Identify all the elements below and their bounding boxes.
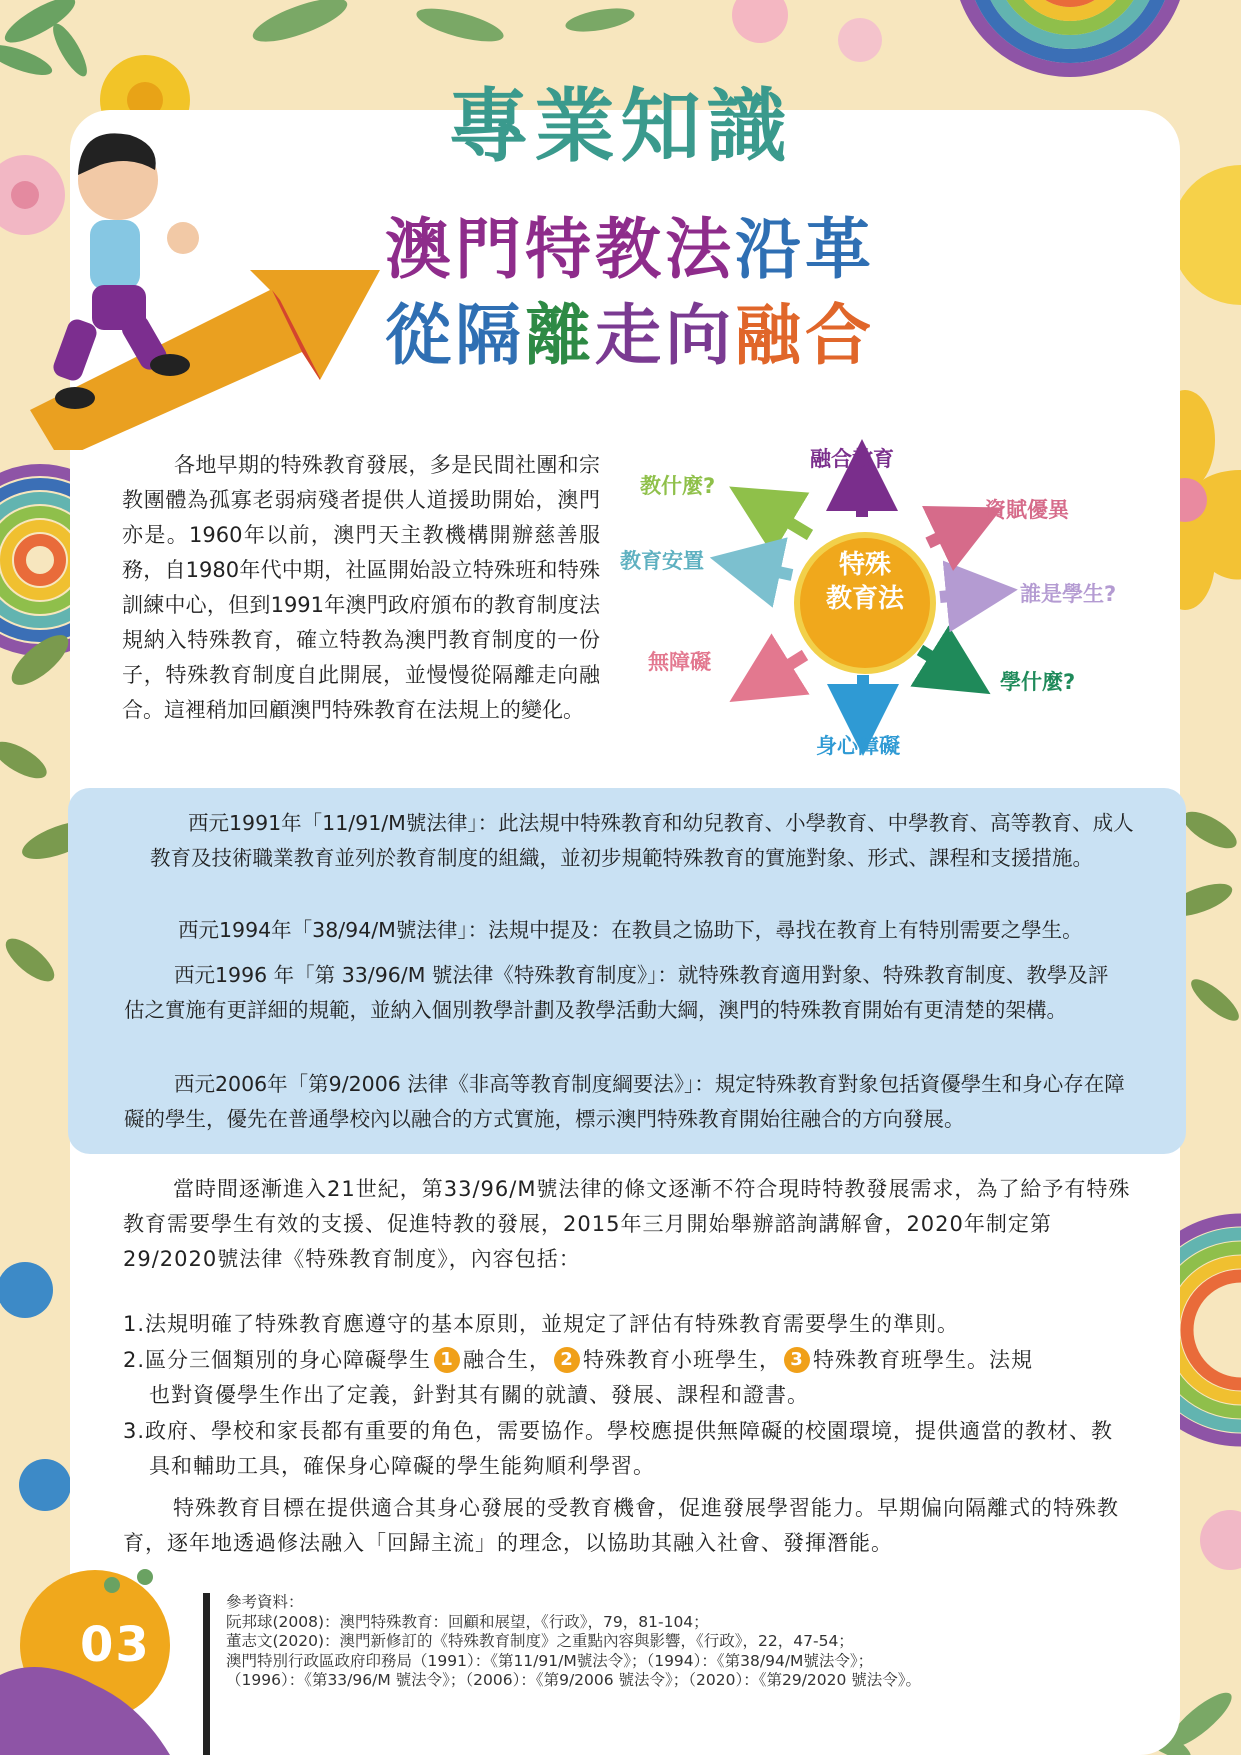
headline-char: 沿 — [735, 211, 805, 288]
list-item-2-line-1 — [123, 1343, 1143, 1378]
law-1991 — [150, 806, 1142, 876]
headline-char: 特 — [525, 211, 595, 288]
law-1994 — [178, 913, 1148, 948]
headline-char: 向 — [665, 297, 735, 374]
diagram-label-bottom-left: 無障礙 — [648, 650, 711, 674]
diagram-center-line-2: 教育法 — [825, 584, 904, 614]
reference-item: 澳門特別行政區政府印務局（1991）：《第11/91/M號法令》；（1994）：《第38/94/M號法令》； — [226, 1651, 874, 1670]
body-paragraph-1-text: 當時間逐漸進入21世紀，第33/96/M號法律的條文逐漸不符合現時特教發展需求，為了給予有特殊教育需要學生有效的支援、促進特教的發展，2015年三月開始舉辦諮詢講解會，2020年制定第29/2020號法律《特殊教育制度》，內容包括： — [123, 1177, 1131, 1271]
law-2006 — [124, 1067, 1144, 1137]
headline-char: 教 — [595, 211, 665, 288]
diagram-label-right: 誰是學生? — [1020, 582, 1117, 606]
intro-text: 各地早期的特殊教育發展，多是民間社團和宗教團體為孤寡老弱病殘者提供人道援助開始，澳門亦是。1960年以前，澳門天主教機構開辦慈善服務，自1980年代中期，社區開始設立特殊班和特殊訓練中心，但到1991年澳門政府頒布的教育制度法規納入特殊教育，確立特教為澳門教育制度的一份子，特殊教育制度自此開展，並慢慢從隔離走向融合。這裡稍加回顧澳門特殊教育在法規上的變化。 — [122, 453, 600, 722]
number-badge-2: 2 — [554, 1347, 580, 1373]
boy-on-arrow-illustration — [20, 120, 400, 450]
section-title: 專業知識 — [448, 80, 793, 173]
list-item-2 — [123, 1343, 1143, 1413]
references — [226, 1593, 921, 1691]
law-2006-text: 西元2006年「第9/2006 法律《非高等教育制度綱要法》」：規定特殊教育對象包括資優學生和身心存在障礙的學生，優先在普通學校內以融合的方式實施，標示澳門特殊教育開始往融合的方向發展。 — [124, 1072, 1125, 1131]
law-1991-text: 西元1991年「11/91/M號法律」：此法規中特殊教育和幼兒教育、小學教育、中學教育、高等教育、成人教育及技術職業教育並列於教育制度的組織，並初步規範特殊教育的實施對象、形式、課程和支援措施。 — [150, 811, 1134, 870]
list-item-2-c: 特殊教育班學生。法規 — [813, 1348, 1034, 1372]
headline-line-2 — [385, 282, 875, 377]
headline-char: 離 — [525, 297, 595, 374]
law-1996 — [124, 958, 1124, 1028]
headline-char: 革 — [805, 211, 875, 288]
references-divider — [203, 1593, 210, 1755]
number-badge-3: 3 — [784, 1347, 810, 1373]
references-title: 參考資料： — [226, 1593, 304, 1611]
headline-char: 融 — [735, 297, 805, 374]
headline-char: 隔 — [455, 297, 525, 374]
diagram-label-bottom-right: 學什麼? — [1000, 670, 1076, 694]
reference-item: （1996）：《第33/96/M 號法令》；（2006）：《第9/2006 號法令》；（2020）：《第29/2020 號法令》。 — [226, 1671, 922, 1689]
diagram-label-bottom: 身心障礙 — [816, 734, 900, 758]
headline-char: 法 — [665, 211, 735, 288]
number-badge-1: 1 — [434, 1347, 460, 1373]
body-paragraph-2-text: 特殊教育目標在提供適合其身心發展的受教育機會，促進發展學習能力。早期偏向隔離式的特殊教育，逐年地透過修法融入「回歸主流」的理念，以協助其融入社會、發揮潛能。 — [123, 1496, 1119, 1555]
headline-char: 門 — [455, 211, 525, 288]
list-item-3-line-1: 3.政府、學校和家長都有重要的角色，需要協作。學校應提供無障礙的校園環境，提供適當的教材、教 — [123, 1419, 1114, 1443]
law-1996-text: 西元1996 年「第 33/96/M 號法律《特殊教育制度》」：就特殊教育適用對象、特殊教育制度、教學及評估之實施有更詳細的規範，並納入個別教學計劃及教學活動大綱，澳門的特殊教育開始有更清楚的架構。 — [124, 963, 1109, 1022]
headline-char: 從 — [385, 297, 455, 374]
intro-paragraph — [122, 448, 600, 728]
diagram-center-label — [808, 548, 922, 616]
diagram-label-left: 教育安置 — [620, 549, 704, 573]
page-number: 03 — [80, 1617, 151, 1673]
law-1994-text: 西元1994年「38/94/M號法律」：法規中提及：在教員之協助下，尋找在教育上有特別需要之學生。 — [178, 918, 1083, 942]
diagram-center-line-1: 特殊 — [838, 550, 891, 580]
headline-char: 走 — [595, 297, 665, 374]
list-item-1 — [123, 1307, 1143, 1342]
list-item-2-line-2: 也對資優學生作出了定義，針對其有關的就讀、發展、課程和證書。 — [149, 1383, 809, 1407]
headline-line-1 — [385, 196, 875, 291]
list-item-2-a: 融合生， — [463, 1348, 552, 1372]
list-item-1-text: 1.法規明確了特殊教育應遵守的基本原則，並規定了評估有特殊教育需要學生的準則。 — [123, 1312, 960, 1336]
list-item-2-b: 特殊教育小班學生， — [583, 1348, 782, 1372]
body-paragraph-1 — [123, 1172, 1143, 1277]
reference-item: 董志文(2020)：澳門新修訂的《特殊教育制度》之重點內容與影響，《行政》，22，47-54； — [226, 1632, 854, 1650]
headline-char: 澳 — [385, 211, 455, 288]
diagram-label-top-right: 資賦優異 — [985, 498, 1069, 522]
list-item-2-prefix: 2.區分三個類別的身心障礙學生 — [123, 1348, 432, 1372]
diagram-label-top-left: 教什麼? — [640, 474, 716, 498]
diagram-label-top: 融合教育 — [810, 447, 894, 471]
headline-char: 合 — [805, 297, 875, 374]
reference-item: 阮邦球(2008)：澳門特殊教育：回顧和展望，《行政》，79，81-104； — [226, 1612, 709, 1631]
list-item-3 — [123, 1414, 1143, 1484]
list-item-3-line-2: 具和輔助工具，確保身心障礙的學生能夠順利學習。 — [149, 1454, 655, 1478]
body-paragraph-2 — [123, 1491, 1143, 1561]
